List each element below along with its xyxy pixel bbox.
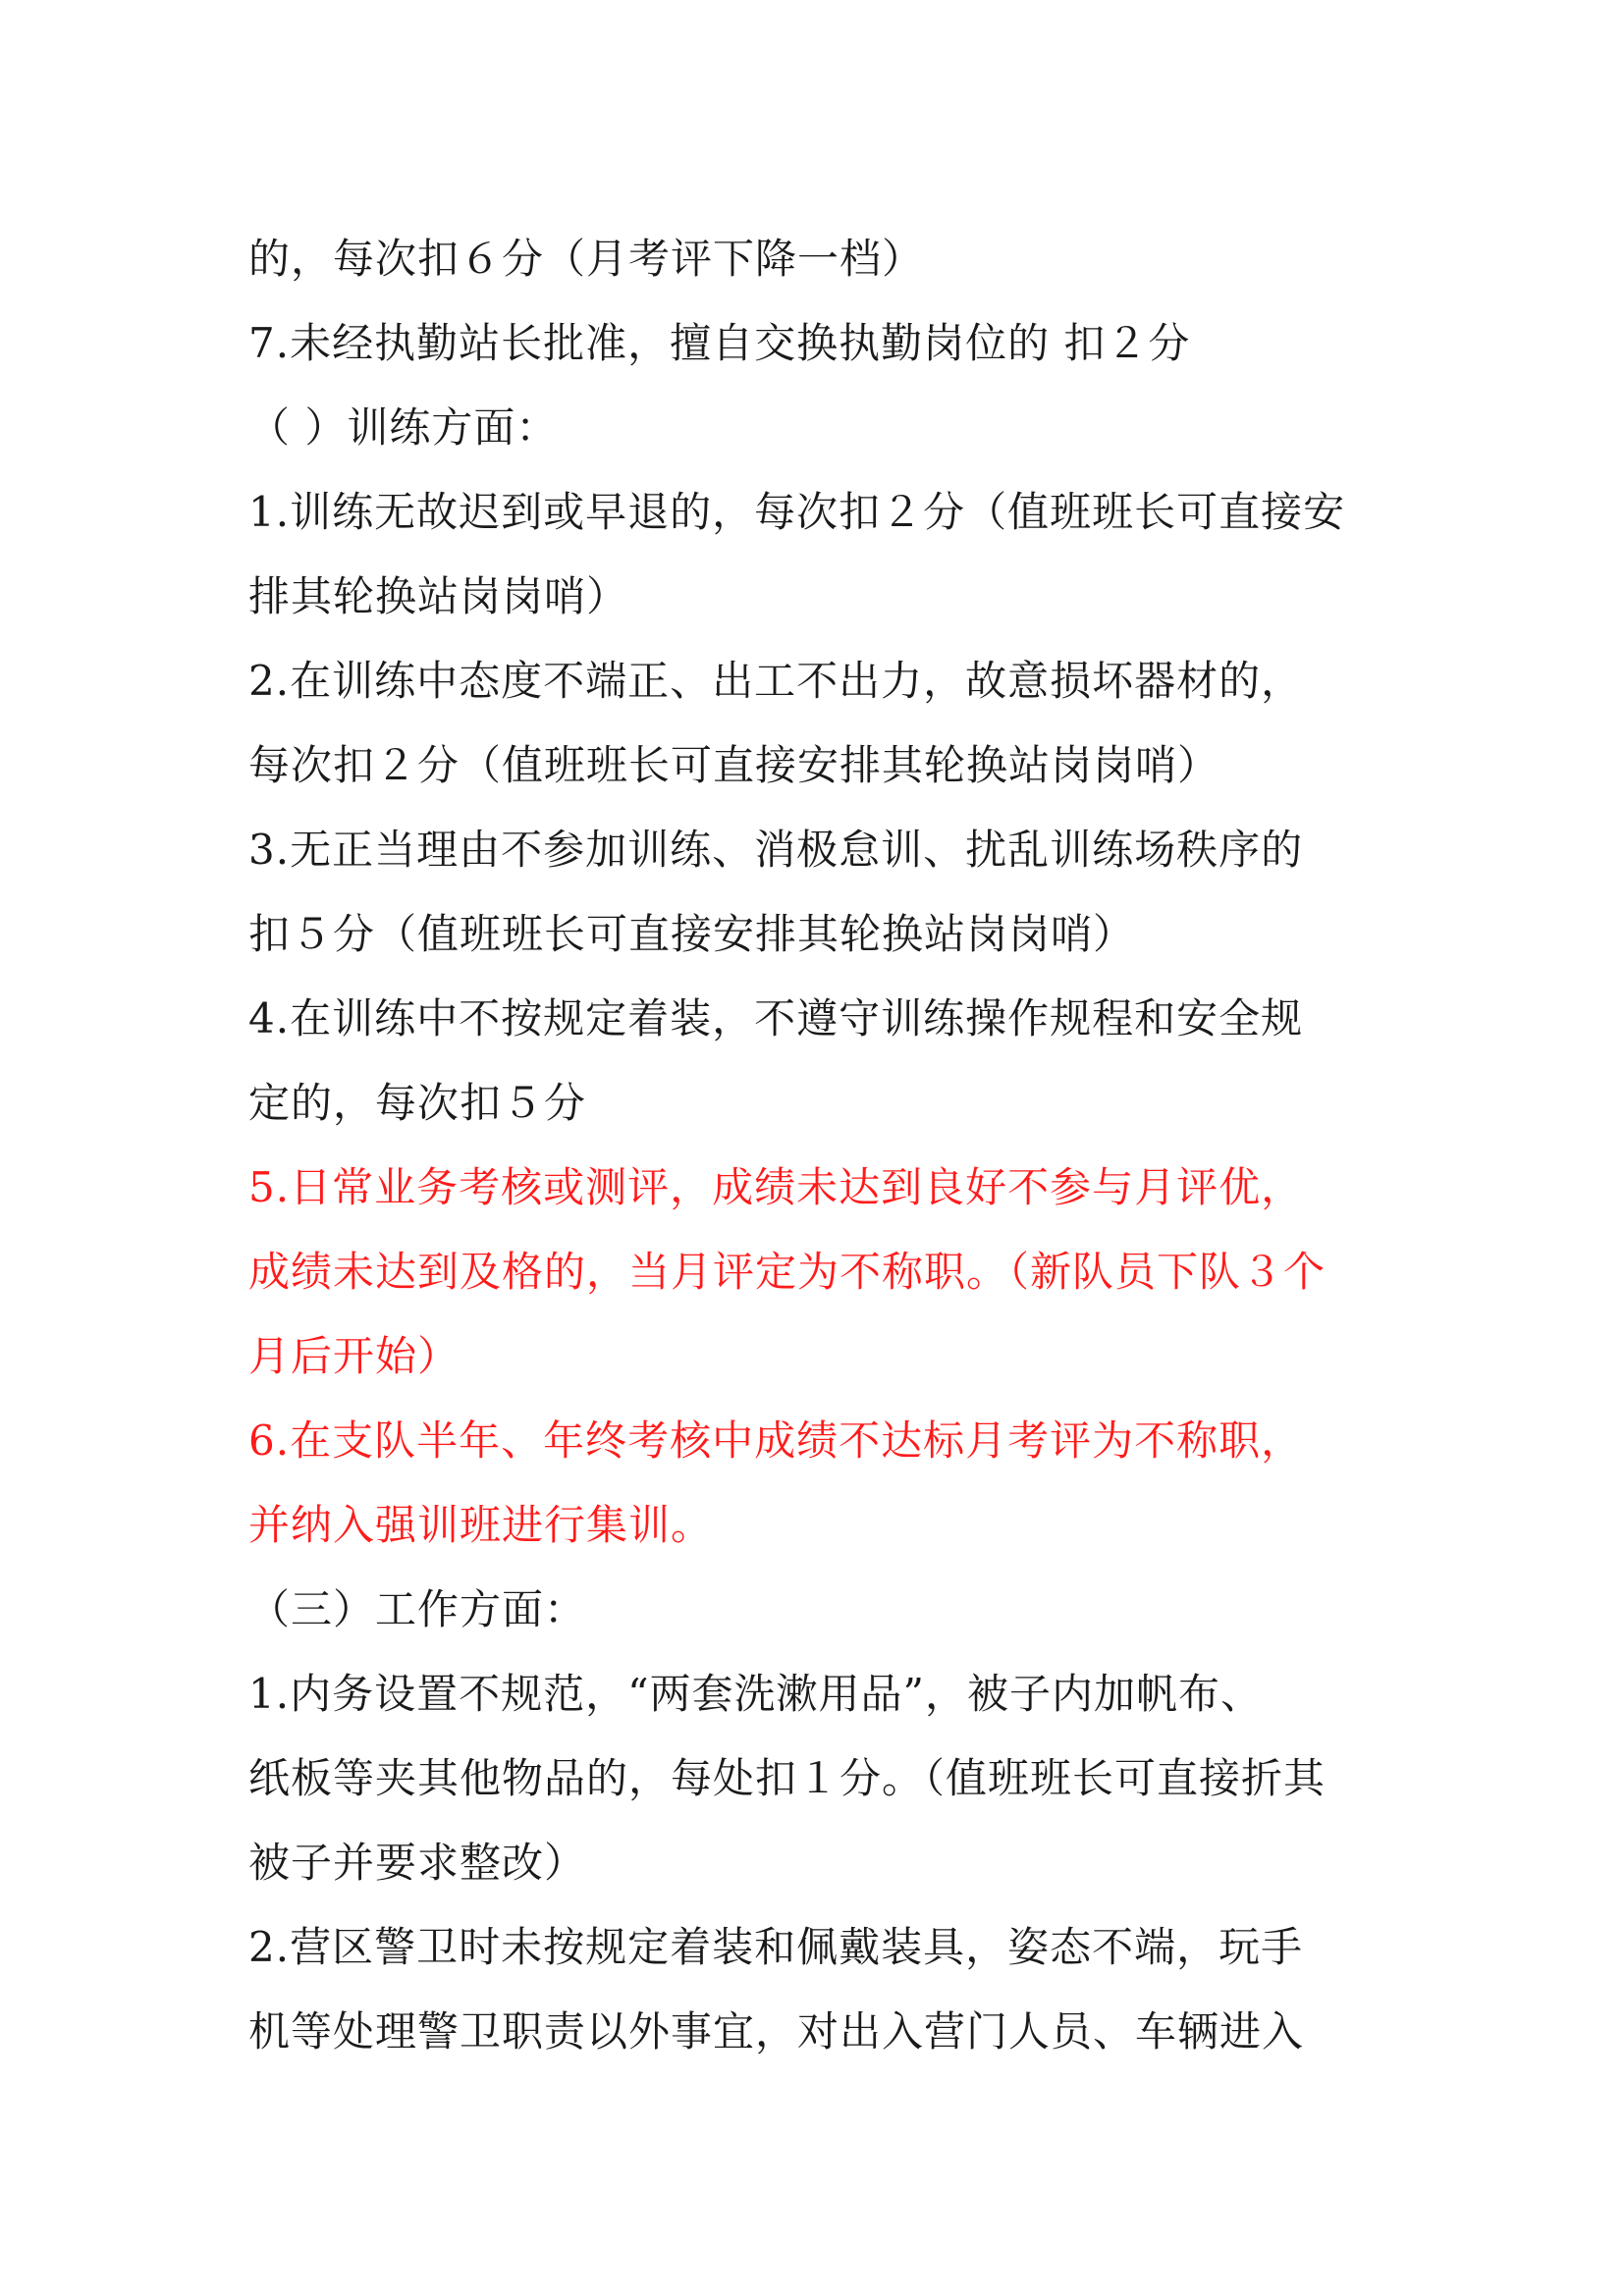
highlighted-text-line: 月后开始）: [248, 1332, 460, 1380]
text-line: 每次扣２分（值班班长可直接安排其轮换站岗岗哨）: [248, 741, 1220, 789]
text-line: 3.无正当理由不参加训练、消极怠训、扰乱训练场秩序的: [248, 826, 1304, 874]
highlighted-text-line: 成绩未达到及格的，当月评定为不称职。（新队员下队３个: [248, 1248, 1326, 1296]
text-line: 2.营区警卫时未按规定着装和佩戴装具，姿态不端，玩手: [248, 1923, 1304, 1971]
highlighted-text-line: 6.在支队半年、年终考核中成绩不达标月考评为不称职，: [248, 1416, 1304, 1465]
section-heading: （ ）训练方面：: [248, 403, 559, 452]
highlighted-text-line: 并纳入强训班进行集训。: [248, 1501, 714, 1549]
text-line: 被子并要求整改）: [248, 1839, 587, 1887]
text-line: 4.在训练中不按规定着装，不遵守训练操作规程和安全规: [248, 994, 1304, 1042]
text-line: 定的，每次扣５分: [248, 1079, 587, 1127]
highlighted-text-line: 5.日常业务考核或测评，成绩未达到良好不参与月评优，: [248, 1163, 1304, 1211]
text-line: 的，每次扣６分（月考评下降一档）: [248, 235, 925, 283]
section-heading: （三）工作方面：: [248, 1585, 587, 1633]
text-line: 1.训练无故迟到或早退的，每次扣２分（值班班长可直接安: [248, 488, 1346, 536]
text-line: 1.内务设置不规范，“两套洗漱用品”，被子内加帆布、: [248, 1670, 1264, 1718]
text-line: 排其轮换站岗岗哨）: [248, 572, 629, 620]
text-line: 2.在训练中态度不端正、出工不出力，故意损坏器材的，: [248, 657, 1304, 705]
text-line: 机等处理警卫职责以外事宜，对出入营门人员、车辆进入: [248, 2007, 1305, 2056]
text-line: 7.未经执勤站长批准，擅自交换执勤岗位的 扣２分: [248, 319, 1191, 367]
text-line: 扣５分（值班班长可直接安排其轮换站岗岗哨）: [248, 910, 1136, 958]
text-line: 纸板等夹其他物品的，每处扣１分。（值班班长可直接折其: [248, 1754, 1326, 1802]
